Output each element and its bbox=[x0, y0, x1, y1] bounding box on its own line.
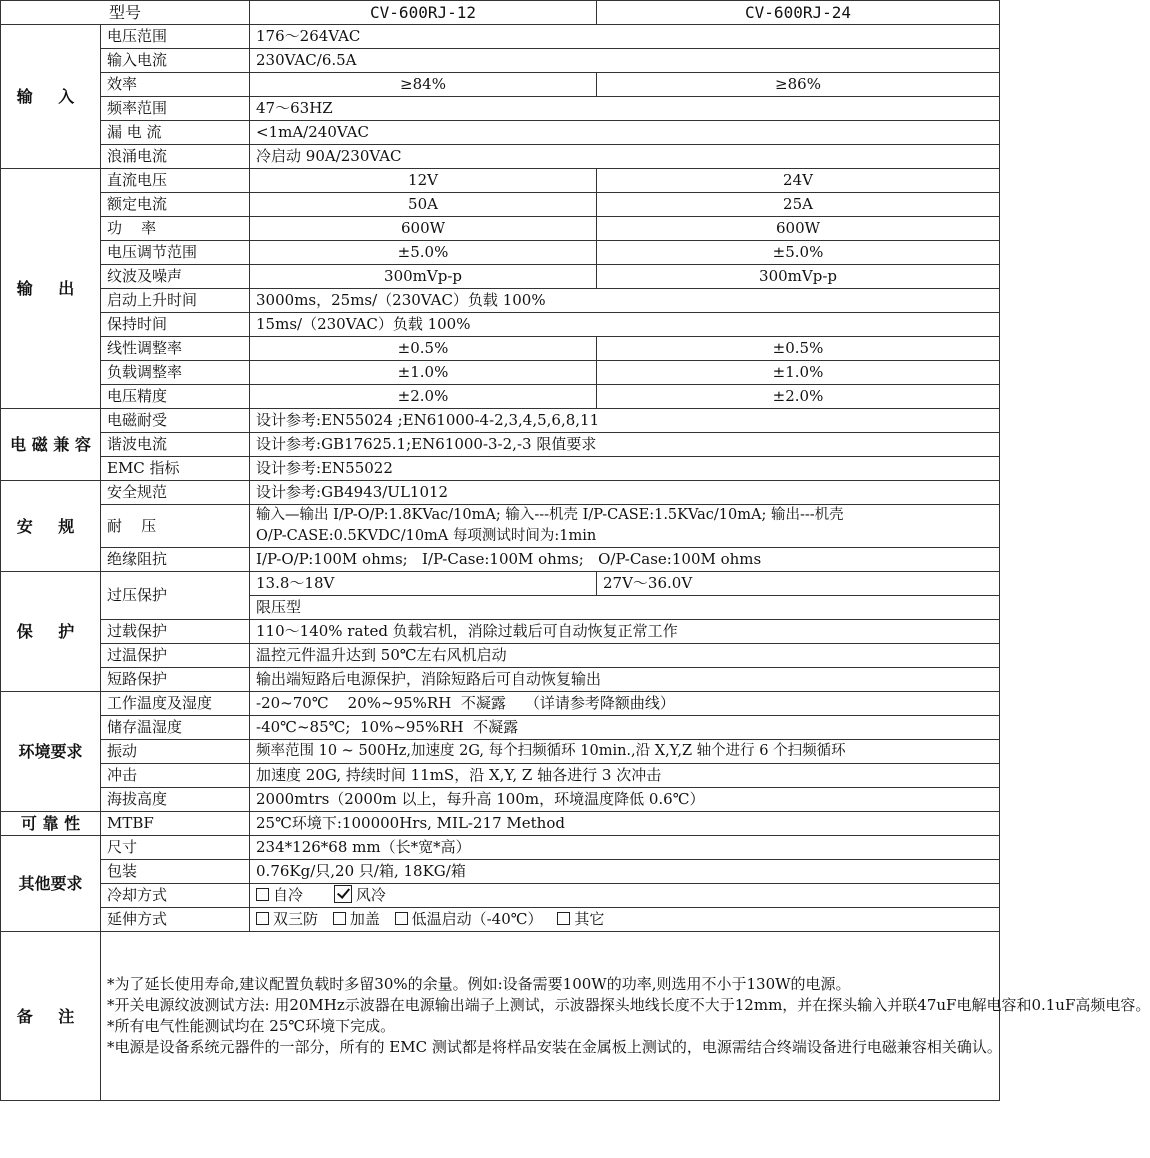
value-12: ±0.5% bbox=[250, 337, 597, 361]
row-label: 漏 电 流 bbox=[101, 121, 250, 145]
value-24: ±2.0% bbox=[597, 385, 1000, 409]
value-24: 600W bbox=[597, 217, 1000, 241]
row-value: 频率范围 10 ~ 500Hz,加速度 2G, 每个扫频循环 10min.,沿 X,Y,Z 轴个进行 6 个扫频循环 bbox=[250, 740, 1000, 764]
value-24: 25A bbox=[597, 193, 1000, 217]
category-output: 输 出 bbox=[1, 169, 101, 409]
value-12: 600W bbox=[250, 217, 597, 241]
note-4: *电源是设备系统元器件的一部分，所有的 EMC 测试都是将样品安装在金属板上测试的，电源需结合终端设备进行电磁兼容相关确认。 bbox=[107, 1038, 1002, 1056]
row-label: 浪涌电流 bbox=[101, 145, 250, 169]
cooling-row bbox=[1, 884, 1000, 908]
value-24: ±1.0% bbox=[597, 361, 1000, 385]
model-12: CV-600RJ-12 bbox=[250, 1, 597, 25]
checkbox-checked-icon bbox=[334, 885, 352, 903]
value-24: 300mVp-p bbox=[597, 265, 1000, 289]
vibration-row bbox=[1, 740, 1000, 764]
value-24: 27V～36.0V bbox=[597, 572, 1000, 596]
row-label: 过温保护 bbox=[101, 644, 250, 668]
input-voltage-row bbox=[1, 25, 1000, 49]
power-row bbox=[1, 217, 1000, 241]
row-label: 输入电流 bbox=[101, 49, 250, 73]
row-label: 过载保护 bbox=[101, 620, 250, 644]
package-row bbox=[1, 860, 1000, 884]
row-value: 0.76Kg/只,20 只/箱, 18KG/箱 bbox=[250, 860, 1000, 884]
row-value: 234*126*68 mm（长*宽*高） bbox=[250, 836, 1000, 860]
row-value: 加速度 20G, 持续时间 11mS，沿 X,Y, Z 轴各进行 3 次冲击 bbox=[250, 764, 1000, 788]
checkbox-empty-icon bbox=[333, 912, 346, 925]
row-label: 线性调整率 bbox=[101, 337, 250, 361]
row-label: 功 率 bbox=[101, 217, 250, 241]
input-current-row bbox=[1, 49, 1000, 73]
row-label: 效率 bbox=[101, 73, 250, 97]
value-24: 24V bbox=[597, 169, 1000, 193]
dc-voltage-row bbox=[1, 169, 1000, 193]
row-value bbox=[250, 908, 1000, 932]
mtbf-row bbox=[1, 812, 1000, 836]
category-other: 其他要求 bbox=[1, 836, 101, 932]
row-value: <1mA/240VAC bbox=[250, 121, 1000, 145]
inrush-row bbox=[1, 145, 1000, 169]
note-2: *开关电源纹波测试方法: 用20MHz示波器在电源输出端子上测试，示波器探头地线长度不大于12mm，并在探头输入并联47uF电解电容和0.1uF高频电容。 bbox=[107, 996, 1150, 1014]
row-label: 电压范围 bbox=[101, 25, 250, 49]
hold-time-row bbox=[1, 313, 1000, 337]
row-value: 温控元件温升达到 50℃左右风机启动 bbox=[250, 644, 1000, 668]
checkbox-empty-icon bbox=[256, 888, 269, 901]
row-value: 176～264VAC bbox=[250, 25, 1000, 49]
row-value: 110～140% rated 负载宕机，消除过载后可自动恢复正常工作 bbox=[250, 620, 1000, 644]
row-value: -20~70℃ 20%~95%RH 不凝露 （详请参考降额曲线） bbox=[250, 692, 1000, 716]
category-reliability: 可 靠 性 bbox=[1, 812, 101, 836]
extension-row bbox=[1, 908, 1000, 932]
value-12: 13.8～18V bbox=[250, 572, 597, 596]
notes-content bbox=[101, 932, 1150, 1101]
value-12: 300mVp-p bbox=[250, 265, 597, 289]
note-1: *为了延长使用寿命,建议配置负载时多留30%的余量。例如:设备需要100W的功率,则选用不小于130W的电源。 bbox=[107, 975, 851, 993]
value-12: 12V bbox=[250, 169, 597, 193]
row-label: 纹波及噪声 bbox=[101, 265, 250, 289]
adj-range-row bbox=[1, 241, 1000, 265]
option-label: 风冷 bbox=[355, 886, 386, 904]
olp-row bbox=[1, 620, 1000, 644]
checkbox-empty-icon bbox=[395, 912, 408, 925]
size-row bbox=[1, 836, 1000, 860]
value-12: ≥84% bbox=[250, 73, 597, 97]
row-value: 设计参考:EN55024 ;EN61000-4-2,3,4,5,6,8,11 bbox=[250, 409, 1000, 433]
withstand-row bbox=[1, 505, 1000, 548]
notes-row bbox=[1, 932, 1000, 1101]
checkbox-empty-icon bbox=[256, 912, 269, 925]
row-label: 频率范围 bbox=[101, 97, 250, 121]
value-24: ≥86% bbox=[597, 73, 1000, 97]
category-notes: 备 注 bbox=[1, 932, 101, 1101]
work-temp-row bbox=[1, 692, 1000, 716]
row-value: 230VAC/6.5A bbox=[250, 49, 1000, 73]
row-label: 电压精度 bbox=[101, 385, 250, 409]
row-label: 包装 bbox=[101, 860, 250, 884]
row-label: 负载调整率 bbox=[101, 361, 250, 385]
row-label: 电磁耐受 bbox=[101, 409, 250, 433]
emc-harmonic-row bbox=[1, 433, 1000, 457]
row-value bbox=[250, 505, 1000, 548]
emc-emission-row bbox=[1, 457, 1000, 481]
category-emc: 电 磁 兼 容 bbox=[1, 409, 101, 481]
ext-coating[interactable] bbox=[256, 910, 318, 928]
row-label: 谐波电流 bbox=[101, 433, 250, 457]
ovp-row bbox=[1, 572, 1000, 596]
row-label: 过压保护 bbox=[101, 572, 250, 620]
category-safety: 安 规 bbox=[1, 481, 101, 572]
row-label: 海拔高度 bbox=[101, 788, 250, 812]
note-3: *所有电气性能测试均在 25℃环境下完成。 bbox=[107, 1017, 396, 1035]
load-reg-row bbox=[1, 361, 1000, 385]
option-label: 双三防 bbox=[273, 910, 319, 928]
row-value: 限压型 bbox=[250, 596, 1000, 620]
category-environment: 环境要求 bbox=[1, 692, 101, 812]
storage-row bbox=[1, 716, 1000, 740]
row-label: 振动 bbox=[101, 740, 250, 764]
row-label: 尺寸 bbox=[101, 836, 250, 860]
value-12: ±1.0% bbox=[250, 361, 597, 385]
accuracy-row bbox=[1, 385, 1000, 409]
category-input: 输 入 bbox=[1, 25, 101, 169]
row-label: 额定电流 bbox=[101, 193, 250, 217]
row-label: 储存温湿度 bbox=[101, 716, 250, 740]
cooling-fan[interactable] bbox=[334, 886, 386, 904]
row-label: 启动上升时间 bbox=[101, 289, 250, 313]
row-value: 25℃环境下:100000Hrs, MIL-217 Method bbox=[250, 812, 1000, 836]
checkbox-empty-icon bbox=[557, 912, 570, 925]
header-row bbox=[1, 1, 1000, 25]
row-value: 设计参考:GB17625.1;EN61000-3-2,-3 限值要求 bbox=[250, 433, 1000, 457]
safety-standard-row bbox=[1, 481, 1000, 505]
row-value: 设计参考:GB4943/UL1012 bbox=[250, 481, 1000, 505]
row-label: 冲击 bbox=[101, 764, 250, 788]
row-value: I/P-O/P:100M ohms; I/P-Case:100M ohms; O/P-Case:100M ohms bbox=[250, 548, 1000, 572]
value-12: ±5.0% bbox=[250, 241, 597, 265]
value-24: ±5.0% bbox=[597, 241, 1000, 265]
value-24: ±0.5% bbox=[597, 337, 1000, 361]
row-value: 47～63HZ bbox=[250, 97, 1000, 121]
row-value bbox=[250, 884, 1000, 908]
rise-time-row bbox=[1, 289, 1000, 313]
model-label: 型号 bbox=[1, 1, 250, 25]
model-24: CV-600RJ-24 bbox=[597, 1, 1000, 25]
row-value: 2000mtrs（2000m 以上，每升高 100m，环境温度降低 0.6℃） bbox=[250, 788, 1000, 812]
row-value: 输出端短路后电源保护，消除短路后可自动恢复输出 bbox=[250, 668, 1000, 692]
efficiency-row bbox=[1, 73, 1000, 97]
row-value: 设计参考:EN55022 bbox=[250, 457, 1000, 481]
row-label: MTBF bbox=[101, 812, 250, 836]
row-label: 工作温度及湿度 bbox=[101, 692, 250, 716]
leakage-row bbox=[1, 121, 1000, 145]
line-reg-row bbox=[1, 337, 1000, 361]
row-label: 短路保护 bbox=[101, 668, 250, 692]
ext-low-temp[interactable] bbox=[395, 910, 543, 928]
row-label: 保持时间 bbox=[101, 313, 250, 337]
category-protection: 保 护 bbox=[1, 572, 101, 692]
row-value: 15ms/（230VAC）负载 100% bbox=[250, 313, 1000, 337]
row-label: 冷却方式 bbox=[101, 884, 250, 908]
row-label: 直流电压 bbox=[101, 169, 250, 193]
insulation-row bbox=[1, 548, 1000, 572]
otp-row bbox=[1, 644, 1000, 668]
row-value: 冷启动 90A/230VAC bbox=[250, 145, 1000, 169]
value-12: ±2.0% bbox=[250, 385, 597, 409]
option-label: 低温启动（-40℃） bbox=[411, 910, 543, 928]
scp-row bbox=[1, 668, 1000, 692]
shock-row bbox=[1, 764, 1000, 788]
row-label: 电压调节范围 bbox=[101, 241, 250, 265]
value-12: 50A bbox=[250, 193, 597, 217]
rated-current-row bbox=[1, 193, 1000, 217]
row-label: 耐 压 bbox=[101, 505, 250, 548]
row-label: 安全规范 bbox=[101, 481, 250, 505]
emc-immunity-row bbox=[1, 409, 1000, 433]
row-label: 绝缘阻抗 bbox=[101, 548, 250, 572]
row-label: 延伸方式 bbox=[101, 908, 250, 932]
cooling-self[interactable] bbox=[256, 886, 303, 904]
row-value: 3000ms，25ms/（230VAC）负载 100% bbox=[250, 289, 1000, 313]
option-label: 自冷 bbox=[273, 886, 304, 904]
withstand-line2: O/P-CASE:0.5KVDC/10mA 每项测试时间为:1min bbox=[256, 528, 597, 544]
option-label: 加盖 bbox=[349, 910, 380, 928]
altitude-row bbox=[1, 788, 1000, 812]
ripple-row bbox=[1, 265, 1000, 289]
ext-other[interactable] bbox=[557, 910, 604, 928]
row-value: -40℃~85℃; 10%~95%RH 不凝露 bbox=[250, 716, 1000, 740]
freq-row bbox=[1, 97, 1000, 121]
row-label: EMC 指标 bbox=[101, 457, 250, 481]
ext-cover[interactable] bbox=[333, 910, 380, 928]
withstand-line1: 输入—输出 I/P-O/P:1.8KVac/10mA; 输入---机壳 I/P-CASE:1.5KVac/10mA; 输出---机壳 bbox=[256, 507, 844, 523]
option-label: 其它 bbox=[574, 910, 605, 928]
